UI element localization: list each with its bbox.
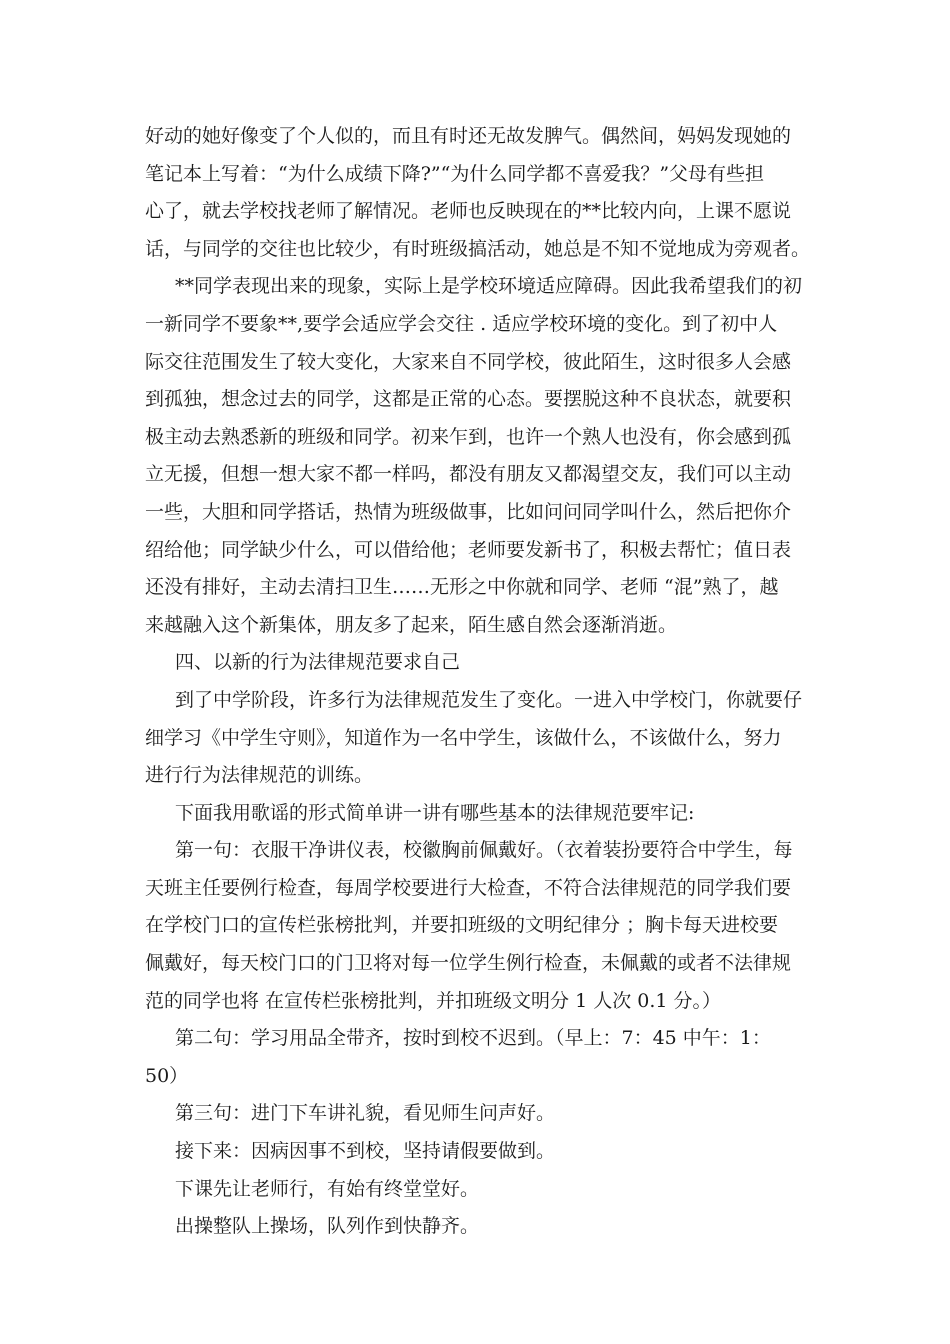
text-line: 绍给他；同学缺少什么，可以借给他；老师要发新书了，积极去帮忙；值日表 (145, 538, 792, 561)
text-line: 出操整队上操场，队列作到快静齐。 (175, 1215, 480, 1238)
text-line: 好动的她好像变了个人似的，而且有时还无故发脾气。偶然间，妈妈发现她的 (145, 125, 792, 147)
text-line: 天班主任要例行检查，每周学校要进行大检查，不符合法律规范的同学我们要 (145, 876, 792, 899)
text-line: 来越融入这个新集体，朋友多了起来，陌生感自然会逐渐消逝。 (145, 613, 678, 636)
text-line: 进行行为法律规范的训练。 (145, 764, 374, 787)
text-line: 话，与同学的交往也比较少，有时班级搞活动，她总是不知不觉地成为旁观者。 (145, 237, 811, 260)
text-line: 第一句：衣服干净讲仪表，校徽胸前佩戴好。（衣着装扮要符合中学生，每 (175, 839, 793, 862)
text-line: 极主动去熟悉新的班级和同学。初来乍到，也许一个熟人也没有，你会感到孤 (145, 425, 792, 448)
document-body (145, 118, 815, 1246)
text-line: 一新同学不要象**,要学会适应学会交往 . 适应学校环境的变化。到了初中人 (145, 312, 778, 335)
text-line: 第二句：学习用品全带齐，按时到校不迟到。（早上：7：45 中午：1： (175, 1027, 771, 1050)
text-line: 立无援，但想一想大家不都一样吗，都没有朋友又都渴望交友，我们可以主动 (145, 463, 792, 486)
text-line: 在学校门口的宣传栏张榜批判，并要扣班级的文明纪律分 ；胸卡每天进校要 (145, 914, 779, 937)
text-line: 范的同学也将 在宣传栏张榜批判，并扣班级文明分 1 人次 0.1 分。） (145, 989, 722, 1012)
text-line: 下面我用歌谣的形式简单讲一讲有哪些基本的法律规范要牢记: (175, 801, 695, 824)
text-line: 细学习《中学生守则》，知道作为一名中学生，该做什么，不该做什么，努力 (145, 726, 782, 749)
text-line: 到了中学阶段，许多行为法律规范发生了变化。一进入中学校门，你就要仔 (175, 688, 803, 711)
text-line: 笔记本上写着：“为什么成绩下降?”“为什么同学都不喜爱我？”父母有些担 (145, 162, 765, 185)
text-line: 还没有排好，主动去清扫卫生……无形之中你就和同学、老师 “混”熟了，越 (145, 576, 779, 599)
text-line: 四、以新的行为法律规范要求自己 (175, 651, 461, 674)
text-line: 心了，就去学校找老师了解情况。老师也反映现在的**比较内向，上课不愿说 (145, 200, 792, 223)
text-line: 下课先让老师行，有始有终堂堂好。 (175, 1177, 480, 1200)
text-line: 佩戴好，每天校门口的门卫将对每一位学生例行检查，未佩戴的或者不法律规 (145, 952, 792, 975)
text-line: 到孤独，想念过去的同学，这都是正常的心态。要摆脱这种不良状态，就要积 (145, 388, 792, 411)
text-line: 际交往范围发生了较大变化，大家来自不同学校，彼此陌生，这时很多人会感 (145, 350, 792, 373)
text-line: **同学表现出来的现象，实际上是学校环境适应障碍。因此我希望我们的初 (175, 275, 803, 298)
text-line: 一些，大胆和同学搭话，热情为班级做事，比如问问同学叫什么，然后把你介 (145, 500, 792, 523)
text-line: 50） (145, 1064, 189, 1087)
text-line: 第三句：进门下车讲礼貌，看见师生问声好。 (175, 1102, 556, 1125)
text-line: 接下来：因病因事不到校，坚持请假要做到。 (175, 1140, 556, 1163)
